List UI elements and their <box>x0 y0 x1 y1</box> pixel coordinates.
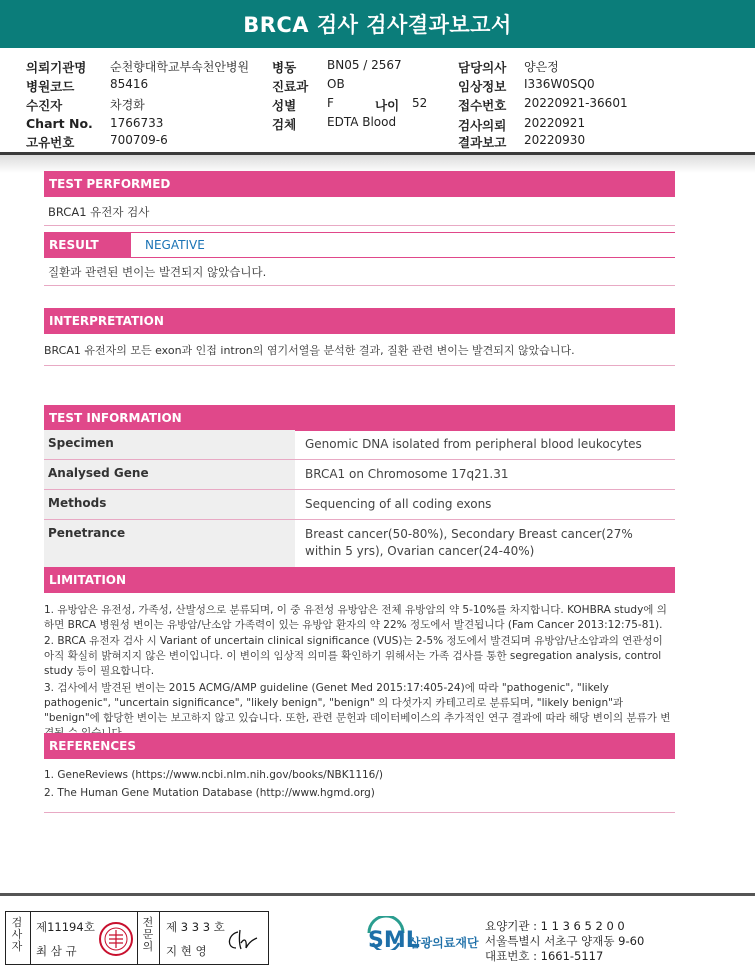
footer-divider <box>0 893 755 896</box>
header-label-ward: 병동 <box>272 60 297 75</box>
info-value-penetrance: Breast cancer(50-80%), Secondary Breast cancer(27% within 5 yrs), Ovarian cancer(24-40%) <box>295 520 675 571</box>
header-value-age: 52 <box>412 96 428 110</box>
confirmer-label: 전문의 <box>142 916 154 953</box>
result-text: 질환과 관련된 변이는 발견되지 않았습니다. <box>48 265 267 279</box>
inspector-label-cell <box>6 912 31 964</box>
test-information-table <box>44 430 675 571</box>
header-value-ward: BN05 / 2567 <box>327 58 402 72</box>
test-performed-text: BRCA1 유전자 검사 <box>48 205 150 219</box>
table-row <box>44 520 675 571</box>
interpretation-text: BRCA1 유전자의 모든 exon과 인접 intron의 염기서열을 분석한 결과, 질환 관련 변이는 발견되지 않았습니다. <box>44 344 575 357</box>
divider <box>44 225 675 226</box>
header-value-unique-no: 700709-6 <box>110 133 168 147</box>
section-test-performed-heading: TEST PERFORMED <box>44 171 675 197</box>
section-result-heading: RESULT <box>44 232 131 258</box>
header-label-sex: 성별 <box>272 98 297 113</box>
section-limitation-heading: LIMITATION <box>44 567 675 593</box>
info-value-methods: Sequencing of all coding exons <box>295 490 675 520</box>
section-interpretation-heading: INTERPRETATION <box>44 308 675 334</box>
divider <box>44 285 675 286</box>
inspector-label: 검사자 <box>11 916 23 953</box>
header-label-patient: 수진자 <box>26 98 63 113</box>
table-row <box>44 460 675 490</box>
header-value-chart-no: 1766733 <box>110 116 164 130</box>
sml-logo-text: SML <box>368 928 420 953</box>
header-value-specimen: EDTA Blood <box>327 115 397 129</box>
signature-box <box>5 911 269 965</box>
header-value-department: OB <box>327 77 345 91</box>
confirmer-label-cell <box>137 912 160 964</box>
header-label-hospital-code: 병원코드 <box>26 79 75 94</box>
section-references-heading: REFERENCES <box>44 733 675 759</box>
section-test-information-heading: TEST INFORMATION <box>44 405 675 431</box>
header-value-receipt-no: 20220921-36601 <box>524 96 628 110</box>
reference-item-2: 2. The Human Gene Mutation Database (http://www.hgmd.org) <box>44 787 375 799</box>
header-value-hospital: 순천향대학교부속천안병원 <box>110 60 250 74</box>
confirmer-name: 지 현 영 <box>166 944 207 958</box>
care-code: 요양기관 : 1 1 3 6 5 2 0 0 <box>485 919 625 933</box>
header-value-report-date: 20220930 <box>524 133 586 147</box>
header-value-sex: F <box>327 96 334 110</box>
inspector-name: 최 삼 규 <box>36 944 77 958</box>
header-label-hospital: 의뢰기관명 <box>26 60 87 75</box>
divider <box>44 365 675 366</box>
inspector-number: 제11194호 <box>36 920 95 934</box>
header-value-hospital-code: 85416 <box>110 77 149 91</box>
table-row <box>44 430 675 460</box>
header-label-specimen: 검체 <box>272 117 297 132</box>
header-label-request-date: 검사의뢰 <box>458 118 507 133</box>
header-label-doctor: 담당의사 <box>458 60 507 75</box>
info-value-analysed-gene: BRCA1 on Chromosome 17q21.31 <box>295 460 675 490</box>
result-value: NEGATIVE <box>131 232 675 258</box>
org-name: 삼광의료재단 <box>409 936 479 950</box>
report-title: BRCA 검사 검사결과보고서 <box>0 0 755 48</box>
header-label-unique-no: 고유번호 <box>26 135 75 150</box>
phone: 대표번호 : 1661-5117 <box>485 949 604 963</box>
header-label-clinical-info: 임상정보 <box>458 79 507 94</box>
limitation-item-2: 2. BRCA 유전자 검사 시 Variant of uncertain clinical significance (VUS)는 2-5% 정도에서 발견되며 유방암/난소암과의 연관성이 아직 확실히 밝혀지지 않은 변이입니다. 이 변이의 임상적 의미를 확인하기 위해서는 가족 검사를 통한 segregation analysis, control study 등이 필요합니다. <box>44 635 663 677</box>
header-label-chart-no: Chart No. <box>26 116 93 131</box>
limitation-item-3: 3. 검사에서 발견된 변이는 2015 ACMG/AMP guideline (Genet Med 2015:17:405-24)에 따라 "pathogenic", "likely pathogenic", "uncertain significance", "likely benign", "benign" 의 다섯가지 카테고리로 분류되며, "likely benign"과 "benign"에 합당한 변이는 보고하지 않고 있습니다. 또한, 관련 문헌과 데이터베이스의 추가적인 연구 결과에 따라 해당 변이의 분류가 변 <box>44 682 671 724</box>
header-value-request-date: 20220921 <box>524 116 586 130</box>
limitation-item-1: 1. 유방암은 유전성, 가족성, 산발성으로 분류되며, 이 중 유전성 유방암은 전체 유방암의 약 5-10%를 차지합니다. KOHBRA study에 의하면 BRCA 병원성 변이는 유방암/난소암 가족력이 있는 유방암 환자의 약 22% 정도에서 발견됩니다 (Fam Cancer 2013:12:75-81). <box>44 604 667 631</box>
header-label-age: 나이 <box>375 98 400 113</box>
info-key-penetrance: Penetrance <box>44 520 295 571</box>
handwritten-signature <box>224 926 260 954</box>
confirmer-number: 제 3 3 3 호 <box>166 920 225 934</box>
header-label-report-date: 결과보고 <box>458 135 507 150</box>
header-value-clinical-info: I336W0SQ0 <box>524 77 595 91</box>
header-value-patient: 차경화 <box>110 98 145 112</box>
table-row <box>44 490 675 520</box>
info-key-analysed-gene: Analysed Gene <box>44 460 295 490</box>
official-seal-icon <box>98 921 134 957</box>
header-label-receipt-no: 접수번호 <box>458 98 507 113</box>
address: 서울특별시 서초구 양재동 9-60 <box>485 934 645 948</box>
divider <box>44 812 675 813</box>
info-key-specimen: Specimen <box>44 430 295 460</box>
info-value-specimen: Genomic DNA isolated from peripheral blood leukocytes <box>295 430 675 460</box>
reference-item-1: 1. GeneReviews (https://www.ncbi.nlm.nih.gov/books/NBK1116/) <box>44 769 383 781</box>
header-value-doctor: 양은정 <box>524 60 559 74</box>
header-label-department: 진료과 <box>272 79 309 94</box>
info-key-methods: Methods <box>44 490 295 520</box>
